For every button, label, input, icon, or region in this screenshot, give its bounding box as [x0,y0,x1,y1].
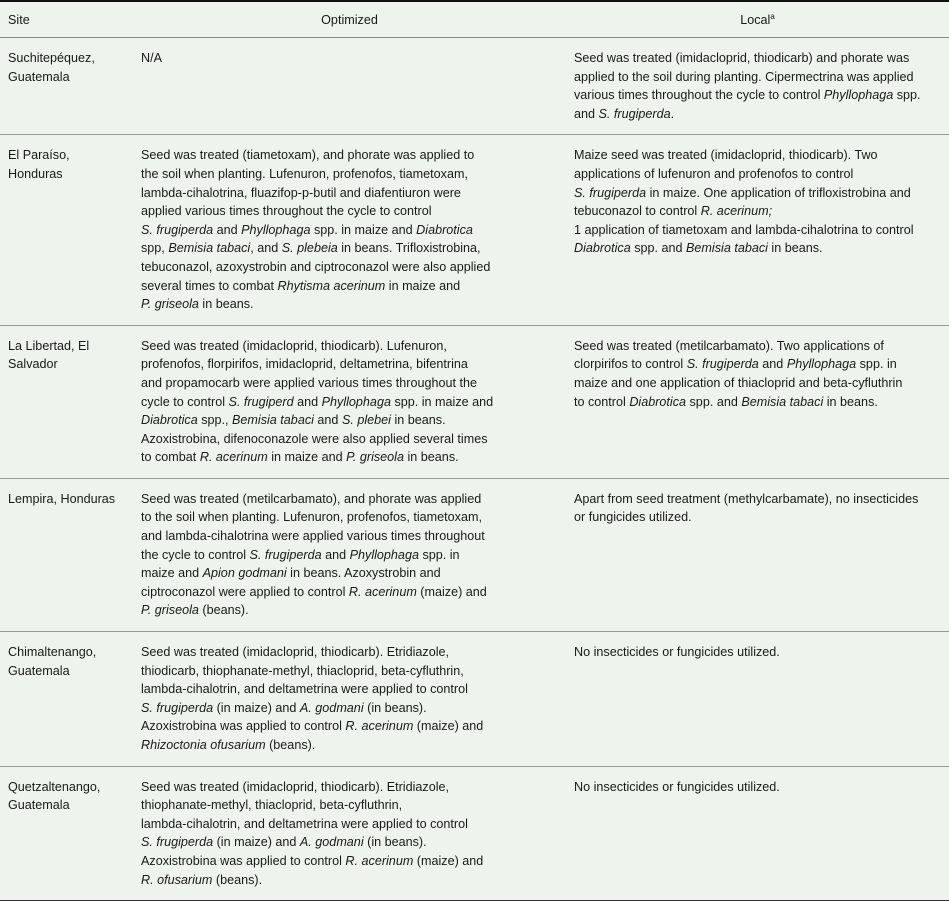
text-line [574,165,941,184]
species-name: A. godmani [299,700,364,715]
local-cell [566,766,949,901]
site-name-line: Guatemala [8,663,70,678]
text-line [141,643,558,662]
text-segment: and [313,413,342,428]
text-line [141,662,558,681]
optimized-cell [133,135,566,325]
site-name-line: Honduras [8,166,63,181]
optimized-cell [133,325,566,478]
text-segment: Azoxistrobina was applied to control [141,853,346,868]
text-segment: the cycle to control [141,547,250,562]
text-segment: applications of lufenuron and profenofos to control [574,166,854,181]
local-cell [566,135,949,325]
optimized-cell [133,38,566,135]
text-line [141,202,558,221]
site-cell [0,135,133,325]
species-name: A. godmani [299,835,364,850]
species-name: Rhizoctonia ofusarium [141,738,266,752]
site-name-line: Salvador [8,357,58,372]
text-line [141,258,558,277]
text-line [141,411,558,430]
text-segment: the soil when planting. Lufenuron, profenofos, tiametoxam, [141,166,468,181]
text-line [574,105,941,124]
text-segment: Apart from seed treatment (methylcarbamate), no insecticides [574,491,919,506]
local-cell [566,38,949,135]
text-segment: (in beans). [363,835,427,850]
optimized-cell [133,632,566,767]
species-name: S. plebeia [281,241,338,256]
text-segment: in maize and [385,278,461,293]
text-line [574,643,941,662]
species-name: Bemisia tabaci [741,394,824,409]
text-line [574,508,941,527]
text-segment: (in maize) and [213,835,300,850]
site-name-line: El Paraíso, [8,148,70,163]
species-name: Diabrotica [141,413,198,428]
text-segment: in beans. [390,413,446,428]
text-segment: in beans. [198,297,254,312]
text-segment: (beans). [265,738,316,752]
local-cell [566,632,949,767]
species-name: S. frugiperda [574,185,647,200]
text-line [141,778,558,797]
text-segment: Maize seed was treated (imidacloprid, thiodicarb). Two [574,148,878,163]
table-row [0,478,949,631]
species-name: Bemisia tabaci [686,241,768,256]
text-line [141,490,558,509]
species-name: Phyllophaga [349,547,419,562]
text-segment: and [213,222,242,237]
text-line [141,583,558,602]
species-name: Rhytisma acerinum [277,278,386,293]
text-segment: spp. in maize and [310,222,417,237]
species-name: S. frugiperda [249,547,322,562]
text-segment: profenofos, florpirifos, imidacloprid, deltametrina, bifentrina [141,357,468,372]
text-line [574,337,941,356]
species-name: S. frugiperda [141,835,214,850]
text-segment: cycle to control [141,394,229,409]
text-line [141,680,558,699]
text-segment: Seed was treated (imidacloprid, thiodicarb) and phorate was [574,51,910,65]
site-name-line: Guatemala [8,69,70,84]
species-name: S. frugiperda [598,106,671,121]
species-name: S. frugiperd [228,394,294,409]
text-segment: lambda-cihalotrin, and deltametrina were applied to control [141,816,468,831]
text-segment: Azoxistrobina, difenoconazole were also applied several times [141,431,488,446]
text-segment: applied to the soil during planting. Cipermectrina was applied [574,69,914,84]
local-cell [566,325,949,478]
text-segment: (in maize) and [213,700,300,715]
species-name: Bemisia tabaci [168,241,251,256]
species-name: P. griseola [346,450,404,465]
text-line [141,393,558,412]
footnote-marker: a [770,11,775,21]
species-name: Phyllophaga [786,357,857,372]
text-line [141,221,558,240]
text-segment: (maize) and [413,719,484,734]
text-segment: to the soil when planting. Lufenuron, profenofos, tiametoxam, [141,510,482,525]
species-name: R. acerinum [348,584,417,599]
species-name: Diabrotica [574,241,631,256]
text-line [141,430,558,449]
species-name: Phyllophaga [321,394,391,409]
site-cell [0,766,133,901]
species-name: Bemisia tabaci [232,413,314,428]
text-segment: N/A [141,51,162,65]
site-cell [0,632,133,767]
text-segment: spp. in maize and [390,394,494,409]
text-segment: (maize) and [413,853,484,868]
text-line [141,355,558,374]
text-segment: and [321,547,350,562]
species-name: R. acerinum [345,853,414,868]
text-line [141,833,558,852]
text-segment: Seed was treated (metilcarbamato), and phorate was applied [141,491,482,506]
text-line [574,146,941,165]
text-segment: maize and [141,566,203,581]
text-line [141,146,558,165]
header-optimized: Optimized [133,1,566,38]
species-name: P. griseola [141,603,199,618]
species-name: Phyllophaga [241,222,311,237]
site-name-line: Quetzaltenango, [8,779,101,794]
text-line [141,717,558,736]
header-row [0,1,949,38]
text-line [574,49,941,68]
species-name: Phyllophaga [823,88,894,103]
table-row [0,325,949,478]
site-cell [0,478,133,631]
text-line [141,601,558,620]
text-segment: Seed was treated (imidacloprid, thiodicarb). Lufenuron, [141,338,447,353]
text-segment: ciptroconazol were applied to control [141,584,349,599]
text-segment: in beans. Trifloxistrobina, [337,241,481,256]
species-name: S. plebei [341,413,391,428]
text-line [141,49,558,68]
text-segment: , and [250,241,282,256]
text-segment: No insecticides or fungicides utilized. [574,779,780,794]
table-row [0,135,949,325]
text-line [574,184,941,203]
text-segment: tebuconazol, azoxystrobin and ciptroconazol were also applied [141,259,491,274]
text-segment: Seed was treated (tiametoxam), and phorate was applied to [141,148,475,163]
text-segment: applied various times throughout the cycle to control [141,204,432,219]
text-segment: several times to combat [141,278,278,293]
text-line [141,374,558,393]
text-line [574,374,941,393]
text-segment: spp, [141,241,169,256]
species-name: Diabrotica [629,394,687,409]
text-segment: clorpirifos to control [574,357,687,372]
text-segment: lambda-cihalotrin, and deltametrina were applied to control [141,682,468,697]
optimized-cell [133,766,566,901]
text-line [141,295,558,314]
text-segment: in beans. [404,450,459,465]
text-segment: in maize and [267,450,347,465]
text-line [574,68,941,87]
text-line [574,221,941,240]
text-line [574,490,941,509]
optimized-cell [133,478,566,631]
text-line [141,165,558,184]
text-segment: (in beans). [363,700,427,715]
table-row [0,766,949,901]
text-segment: various times throughout the cycle to control [574,88,824,103]
text-segment: spp. [893,88,921,103]
table-body [0,38,949,901]
text-line [141,871,558,890]
text-segment: or fungicides utilized. [574,510,692,525]
text-segment: spp. and [630,241,687,256]
text-line [574,239,941,258]
text-line [141,239,558,258]
text-line [141,184,558,203]
text-line [141,527,558,546]
text-segment: Seed was treated (metilcarbamato). Two applications of [574,338,884,353]
text-segment: and [758,357,787,372]
header-local [566,1,949,38]
text-line [574,778,941,797]
table-row [0,38,949,135]
text-line [141,337,558,356]
text-segment: 1 application of tiametoxam and lambda-cihalotrina to control [574,222,914,237]
text-segment: Seed was treated (imidacloprid, thiodicarb). Etridiazole, [141,645,449,660]
text-segment: Seed was treated (imidacloprid, thiodicarb). Etridiazole, [141,779,449,794]
text-segment: . [670,106,675,121]
text-segment: in beans. [823,394,878,409]
site-cell [0,38,133,135]
table-row [0,632,949,767]
text-segment: maize and one application of thiacloprid and beta-cyfluthrin [574,375,903,390]
text-line [141,564,558,583]
species-name: S. frugiperda [141,700,214,715]
local-cell [566,478,949,631]
species-name: R. ofusarium [141,872,213,887]
text-line [141,277,558,296]
text-segment: and propamocarb were applied various times throughout the [141,375,478,390]
text-line [141,852,558,871]
text-line [141,699,558,718]
text-line [574,86,941,105]
text-segment: in maize. One application of trifloxistrobina and [646,185,911,200]
text-segment: spp. in [856,357,897,372]
text-segment: lambda-cihalotrina, fluazifop-p-butil and diafentiuron were [141,185,461,200]
species-name: R. acerinum [199,450,268,465]
text-segment: in beans. Azoxystrobin and [286,566,441,581]
species-name: Diabrotica [416,222,473,237]
species-name: R. acerinum [345,719,414,734]
site-name-line: La Libertad, El [8,338,90,353]
text-segment: to combat [141,450,200,465]
header-site: Site [0,1,133,38]
site-name-line: Chimaltenango, [8,645,97,660]
species-name: P. griseola [141,297,199,312]
text-segment: No insecticides or fungicides utilized. [574,645,780,660]
site-cell [0,325,133,478]
text-line [574,355,941,374]
text-segment: spp., [197,413,233,428]
text-line [141,546,558,565]
text-line [141,815,558,834]
text-segment: to control [574,394,630,409]
text-segment: (beans). [212,872,263,887]
species-name: S. frugiperda [686,357,759,372]
text-segment: and [293,394,322,409]
species-name: Apion godmani [202,566,287,581]
header-local-label: Local [740,13,771,28]
text-segment: tebuconazol to control [574,204,701,219]
text-segment: in beans. [767,241,823,256]
species-name: R. acerinum; [700,204,773,219]
text-line [141,508,558,527]
text-segment: Azoxistrobina was applied to control [141,719,346,734]
text-line [141,796,558,815]
text-segment: spp. and [686,394,742,409]
text-segment: and [574,106,599,121]
text-segment: and lambda-cihalotrina were applied various times throughout [141,529,485,544]
text-line [574,202,941,221]
site-name-line: Guatemala [8,798,70,813]
species-name: S. frugiperda [141,222,214,237]
text-segment: thiophanate-methyl, thiacloprid, beta-cyfluthrin, [141,798,403,813]
site-name-line: Lempira, Honduras [8,491,116,506]
text-segment: (beans). [198,603,249,618]
text-segment: (maize) and [416,584,487,599]
text-segment: spp. in [418,547,460,562]
text-segment: thiodicarb, thiophanate-methyl, thiacloprid, beta-cyfluthrin, [141,663,464,678]
text-line [141,736,558,755]
text-line [574,393,941,412]
text-line [141,448,558,467]
site-name-line: Suchitepéquez, [8,51,95,65]
